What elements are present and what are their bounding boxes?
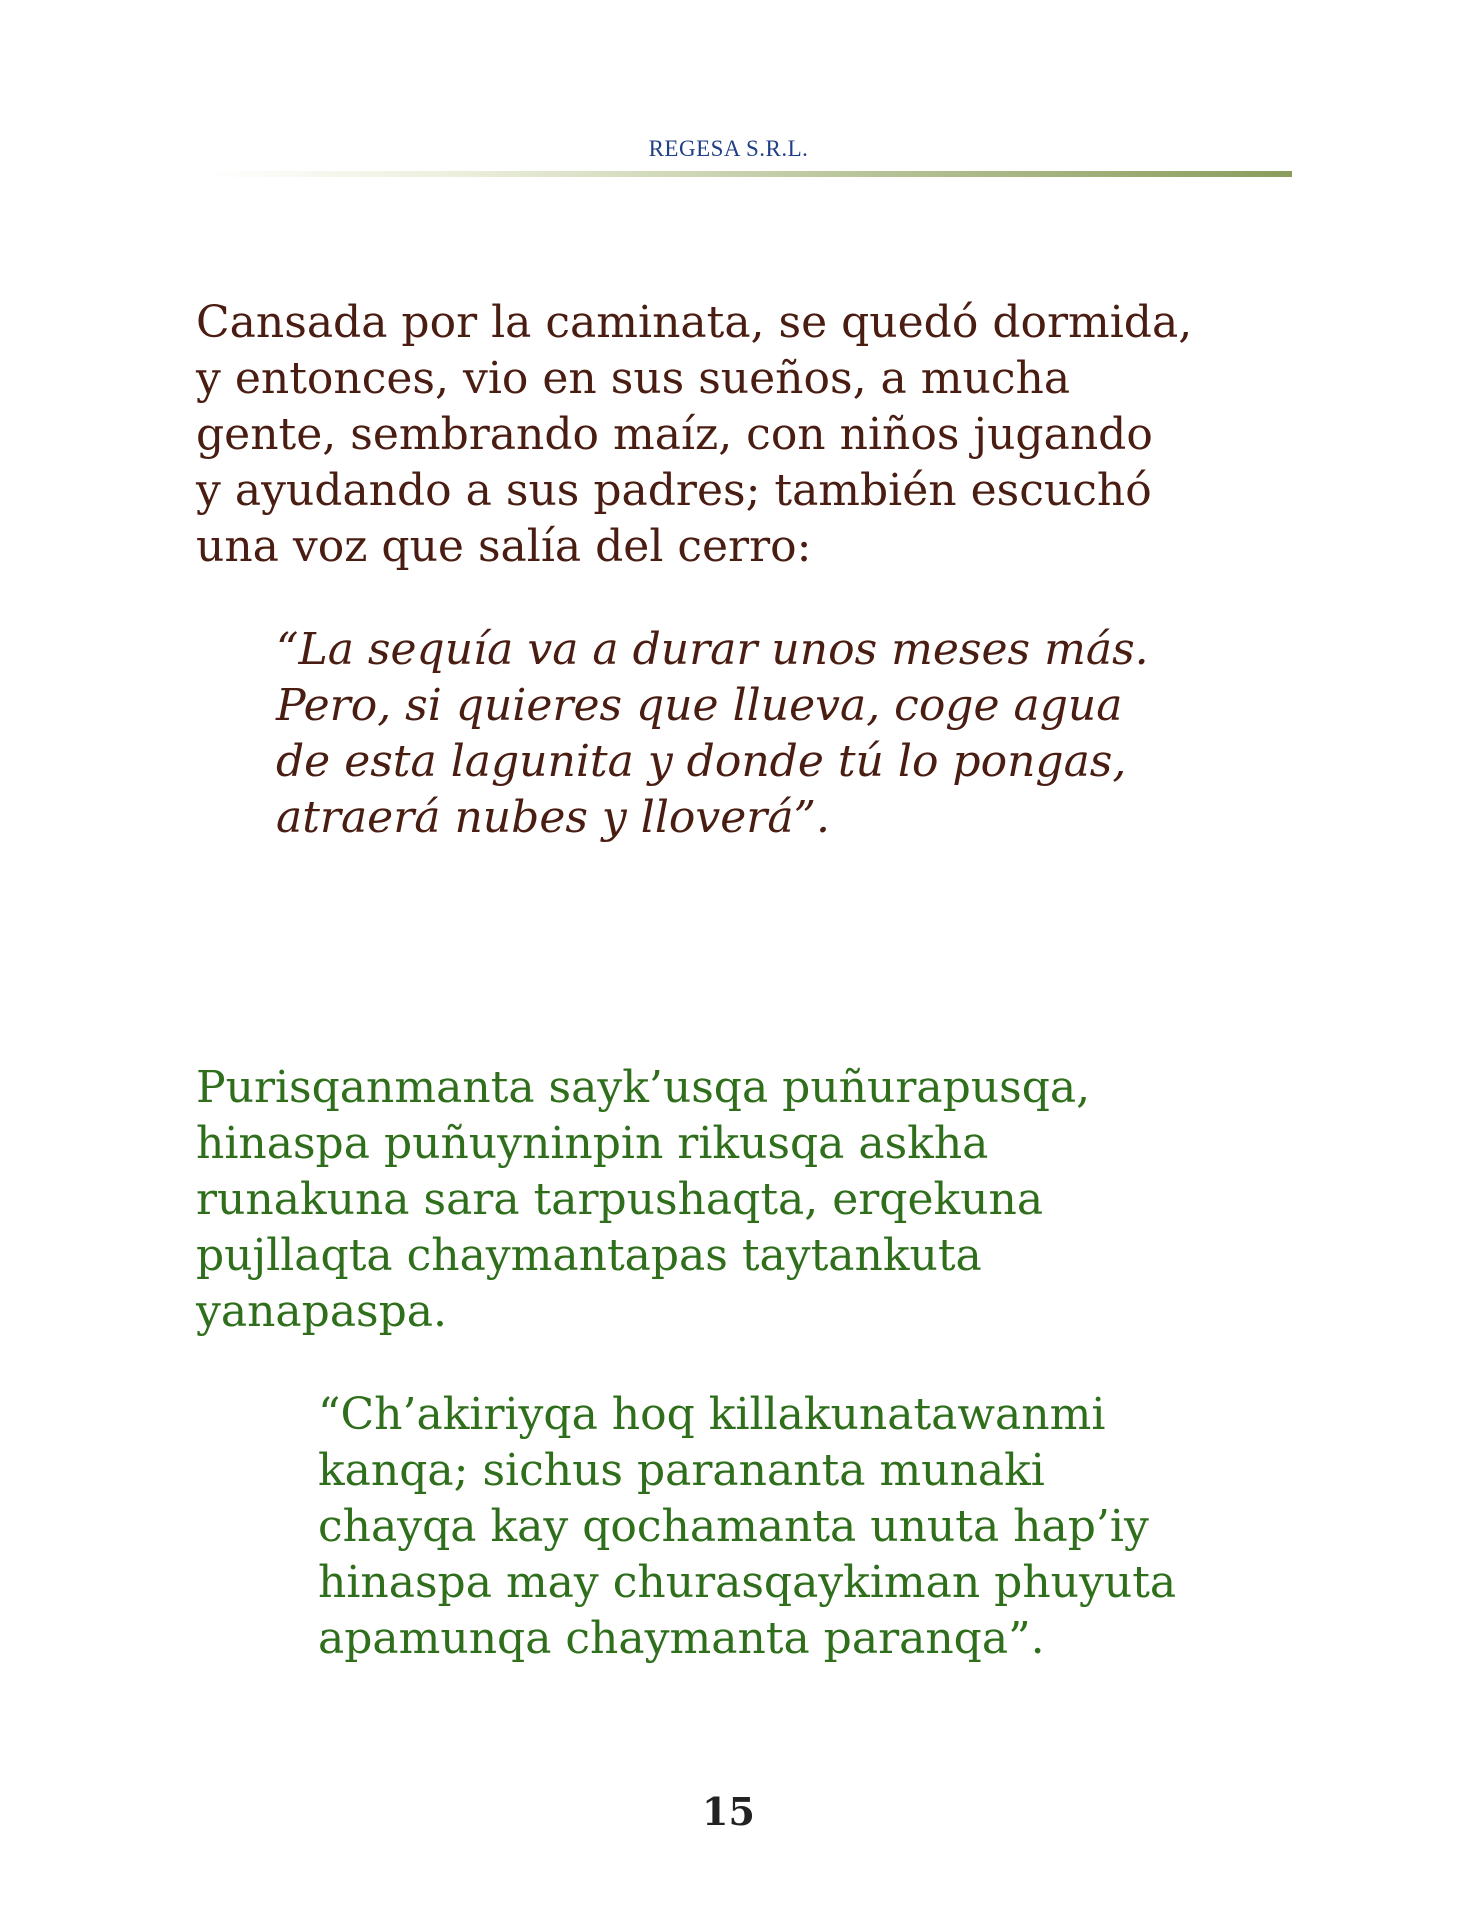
- spanish-quote-line: Pero, si quieres que llueva, coge agua: [276, 680, 1123, 731]
- spanish-quote-line: “La sequía va a durar unos meses más.: [276, 624, 1149, 675]
- spanish-quote: [276, 622, 1149, 846]
- header-divider: [210, 171, 1292, 177]
- quechua-quote-line: chayqa kay qochamanta unuta hap’iy: [318, 1501, 1149, 1552]
- quechua-paragraph-line: hinaspa puñuyninpin rikusqa askha: [196, 1118, 989, 1169]
- quechua-quote-line: hinaspa may churasqaykiman phuyuta: [318, 1557, 1177, 1608]
- spanish-paragraph: [196, 295, 1192, 575]
- quechua-quote-line: apamunqa chaymanta paranqa”.: [318, 1613, 1045, 1664]
- page-number: 15: [702, 1789, 755, 1834]
- spanish-quote-line: atraerá nubes y lloverá”.: [276, 792, 831, 843]
- spanish-paragraph-line: una voz que salía del cerro:: [196, 521, 812, 572]
- spanish-quote-line: de esta lagunita y donde tú lo pongas,: [276, 736, 1127, 787]
- quechua-paragraph: [196, 1060, 1090, 1340]
- page-header-title: REGESA S.R.L.: [648, 136, 809, 161]
- spanish-paragraph-line: Cansada por la caminata, se quedó dormida,: [196, 297, 1193, 348]
- spanish-paragraph-line: gente, sembrando maíz, con niños jugando: [196, 409, 1153, 460]
- spanish-paragraph-line: y entonces, vio en sus sueños, a mucha: [196, 353, 1071, 404]
- quechua-paragraph-line: Purisqanmanta sayk’usqa puñurapusqa,: [196, 1062, 1091, 1113]
- quechua-quote-line: kanqa; sichus parananta munaki: [318, 1445, 1045, 1496]
- quechua-paragraph-line: pujllaqta chaymantapas taytankuta: [196, 1230, 982, 1281]
- spanish-paragraph-line: y ayudando a sus padres; también escuchó: [196, 465, 1152, 516]
- quechua-quote-line: “Ch’akiriyqa hoq killakunatawanmi: [318, 1389, 1106, 1440]
- quechua-paragraph-line: yanapaspa.: [196, 1286, 448, 1337]
- quechua-paragraph-line: runakuna sara tarpushaqta, erqekuna: [196, 1174, 1044, 1225]
- quechua-quote: [318, 1387, 1176, 1667]
